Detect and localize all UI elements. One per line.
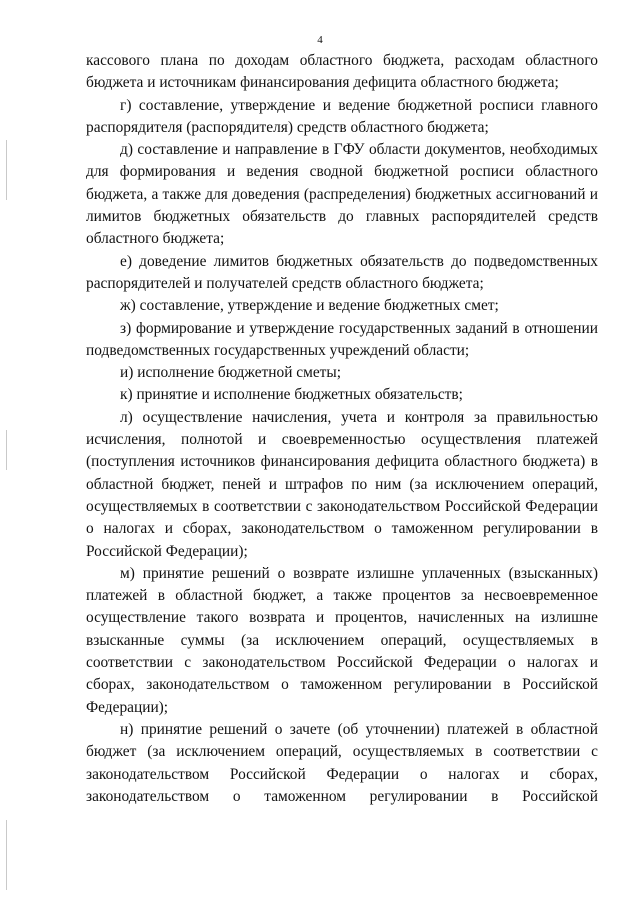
paragraph-item-i: и) исполнение бюджетной сметы; [120, 364, 342, 382]
paragraph-item-d: д) составление и направление в ГФУ области документов, необходимых для формирования и ведения сводной бюджетной росписи областного бюджета, а также для доведения (распределения) бюджетных ассигнований и лимитов бюджетных обязательств до главных распорядителей средств областного бюджета; [86, 141, 598, 248]
paragraph-item-e: е) доведение лимитов бюджетных обязательств до подведомственных распорядителей и получателей средств областного бюджета; [86, 252, 598, 292]
paragraph-item-l: л) осуществление начисления, учета и контроля за правильностью исчисления, полнотой и своевременностью осуществления платежей (поступления источников финансирования дефицита областного бюджета) в областной бюджет, пеней и штрафов по ним (за исключением операций, осуществляемых в соответствии с законодательством Российской Федерации о налогах и сборах, законодательством о таможенном регулировании в Российской Федерации); [86, 408, 598, 560]
paragraph-item-m: м) принятие решений о возврате излишне уплаченных (взысканных) платежей в областной бюджет, а также процентов за несвоевременное осуществление такого возврата и процентов, начисленных на излишне взысканные суммы (за исключением операций, осуществляемых в соответствии с законодательством Российской Федерации о налогах и сборах, законодательством о таможенном регулировании в Российской Федерации); [86, 564, 598, 716]
paragraph-continuation: кассового плана по доходам областного бюджета, расходам областного бюджета и источникам финансирования дефицита областного бюджета; [86, 52, 598, 92]
scan-edge-mark [6, 140, 7, 200]
paragraph-item-n: н) принятие решений о зачете (об уточнении) платежей в областной бюджет (за исключением операций, осуществляемых в соответствии с законодательством Российской Федерации о налогах и сборах, законодательством о таможенном регулировании в Российской [86, 720, 598, 805]
document-body [86, 50, 598, 808]
paragraph-item-k: к) принятие и исполнение бюджетных обязательств; [120, 386, 463, 404]
paragraph-item-zh: ж) составление, утверждение и ведение бюджетных смет; [120, 297, 499, 315]
scan-edge-mark [6, 430, 7, 470]
page-number: 4 [317, 34, 323, 46]
scan-edge-mark [6, 820, 7, 890]
paragraph-item-z: з) формирование и утверждение государственных заданий в отношении подведомственных государственных учреждений области; [86, 319, 598, 359]
paragraph-item-g: г) составление, утверждение и ведение бюджетной росписи главного распорядителя (распорядителя) средств областного бюджета; [86, 96, 598, 136]
